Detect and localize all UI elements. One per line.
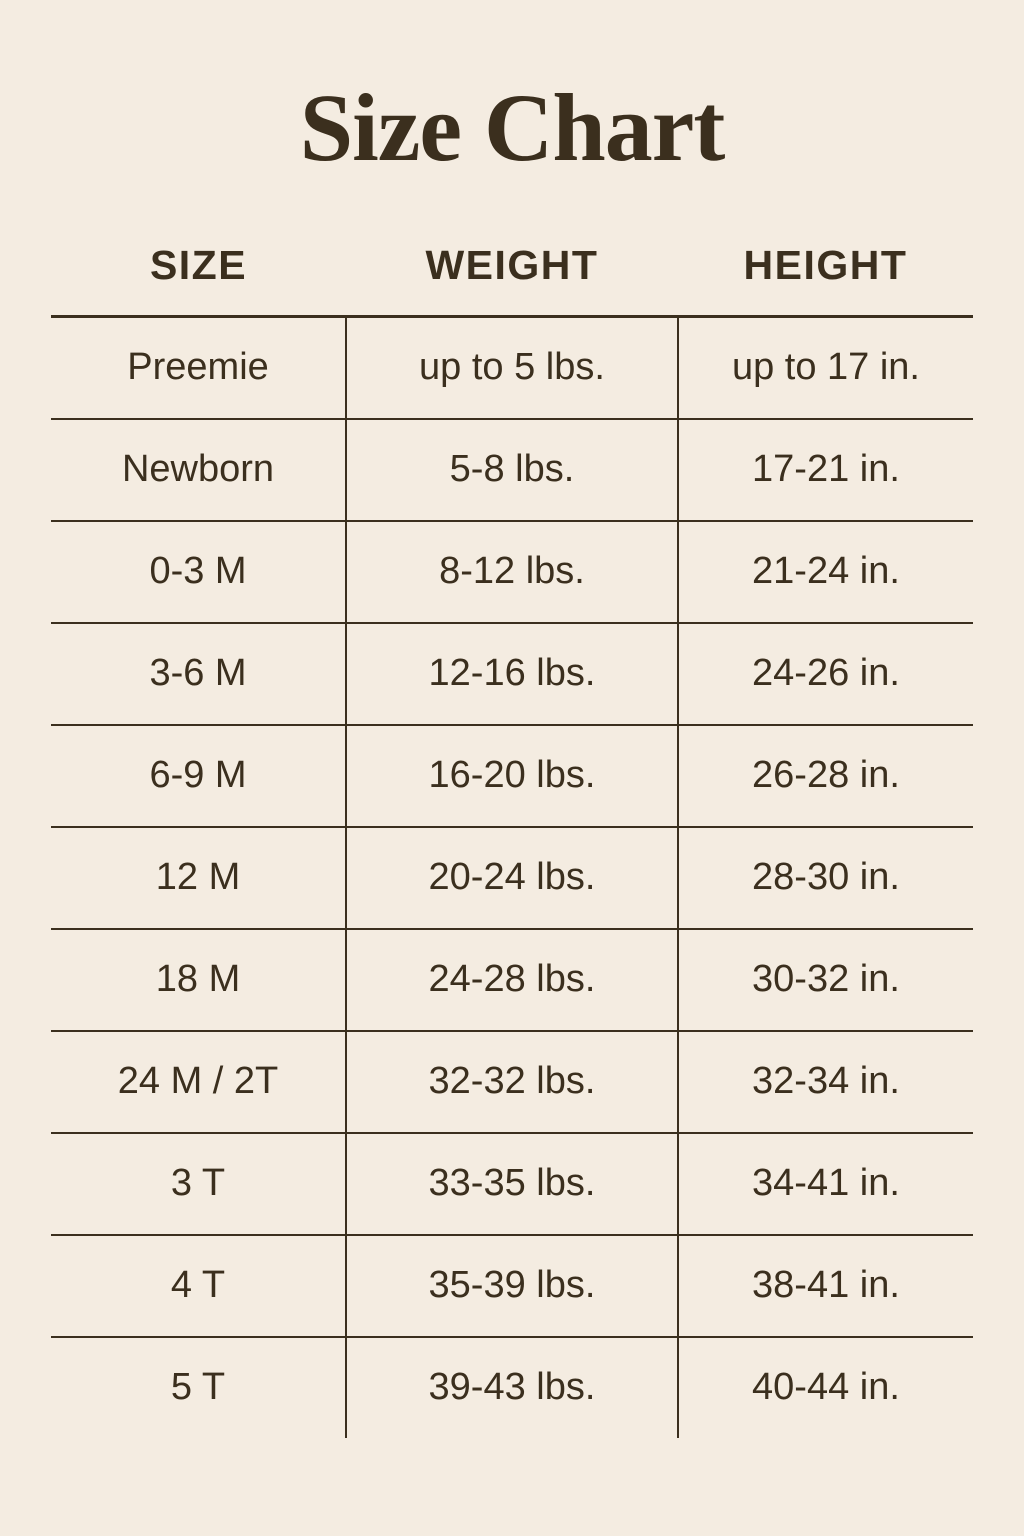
column-header-size: SIZE [149,241,248,288]
column-header-weight: WEIGHT [425,241,599,288]
cell-size: 3 T [51,1133,346,1235]
cell-height: 40-44 in. [752,1366,900,1409]
cell-size: 12 M [51,827,346,929]
cell-height: 38-41 in. [678,1235,973,1337]
table-row [51,1031,973,1133]
cell-height: 26-28 in. [678,725,973,827]
cell-size: 6-9 M [51,725,346,827]
cell-height: 34-41 in. [678,1133,973,1235]
cell-weight: up to 5 lbs. [346,316,678,419]
table-row [51,725,973,827]
cell-weight: 20-24 lbs. [346,827,678,929]
cell-size: 24 M / 2T [51,1031,346,1133]
table-row [51,1235,973,1337]
table-row [51,623,973,725]
cell-height: 30-32 in. [678,929,973,1031]
table-row [51,827,973,929]
table-row [51,929,973,1031]
cell-weight: 32-32 lbs. [346,1031,678,1133]
cell-size: 5 T [51,1337,346,1438]
table-header [51,241,973,317]
table-row [51,1337,973,1438]
cell-weight: 35-39 lbs. [346,1235,678,1337]
cell-weight: 8-12 lbs. [346,521,678,623]
cell-height: 17-21 in. [678,419,973,521]
cell-weight: 5-8 lbs. [346,419,678,521]
cell-size: 3-6 M [51,623,346,725]
cell-size: Newborn [51,419,346,521]
cell-size: 18 M [51,929,346,1031]
cell-weight: 39-43 lbs. [346,1337,678,1438]
column-header-height: HEIGHT [743,241,908,288]
table-body [51,316,973,1438]
cell-size: 0-3 M [51,521,346,623]
page-title: Size Chart [299,74,725,181]
table-header-row [51,241,973,317]
table-row [51,316,973,419]
table-row [51,521,973,623]
cell-weight: 33-35 lbs. [346,1133,678,1235]
table-row [51,419,973,521]
cell-size: 4 T [51,1235,346,1337]
table-row [51,1133,973,1235]
size-chart-table-wrapper [51,179,973,1438]
cell-height: 32-34 in. [678,1031,973,1133]
cell-height: up to 17 in. [678,316,973,419]
cell-weight: 12-16 lbs. [346,623,678,725]
size-chart-table [51,241,973,1438]
cell-weight: 16-20 lbs. [346,725,678,827]
cell-weight: 24-28 lbs. [346,929,678,1031]
cell-height: 24-26 in. [678,623,973,725]
cell-height: 21-24 in. [678,521,973,623]
cell-size: Preemie [51,316,346,419]
cell-height: 28-30 in. [678,827,973,929]
